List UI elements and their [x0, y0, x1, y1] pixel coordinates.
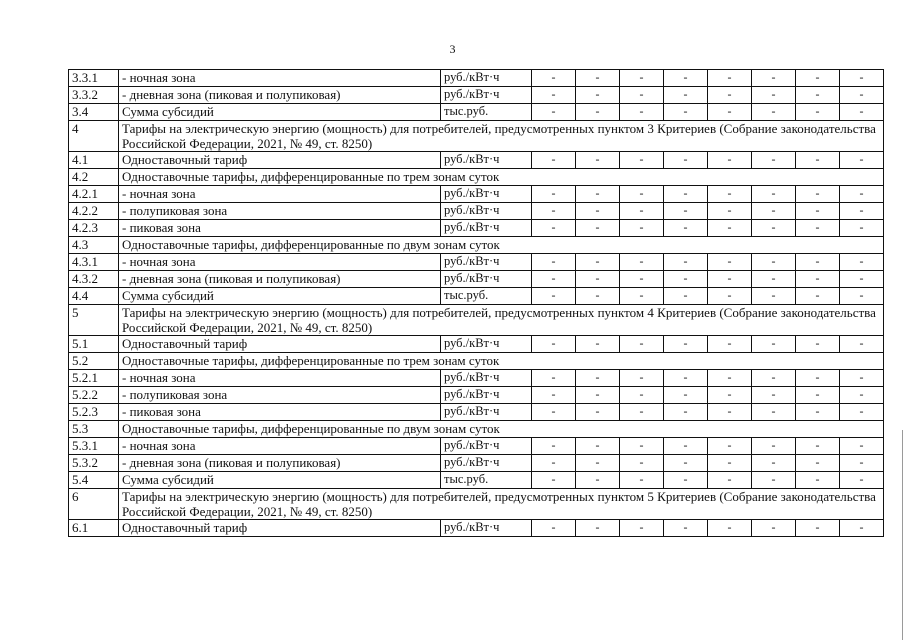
value-cell: - [840, 472, 884, 489]
section-title: Одноставочные тарифы, дифференцированные по двум зонам суток [119, 237, 884, 254]
table-row [69, 104, 884, 121]
value-cell: - [840, 254, 884, 271]
value-cell: - [576, 203, 620, 220]
unit-cell: руб./кВт·ч [441, 70, 532, 87]
row-label: - пиковая зона [119, 220, 441, 237]
row-label: - дневная зона (пиковая и полупиковая) [119, 87, 441, 104]
value-cell: - [576, 152, 620, 169]
unit-cell: тыс.руб. [441, 288, 532, 305]
value-cell: - [840, 404, 884, 421]
section-row [69, 305, 884, 336]
unit-cell: руб./кВт·ч [441, 203, 532, 220]
unit-cell: руб./кВт·ч [441, 220, 532, 237]
value-cell: - [664, 387, 708, 404]
value-cell: - [708, 472, 752, 489]
value-cell: - [840, 438, 884, 455]
unit-cell: руб./кВт·ч [441, 455, 532, 472]
row-number: 5.2.2 [69, 387, 119, 404]
value-cell: - [752, 152, 796, 169]
row-label: - полупиковая зона [119, 203, 441, 220]
row-number: 5.3 [69, 421, 119, 438]
value-cell: - [664, 220, 708, 237]
value-cell: - [576, 220, 620, 237]
row-number: 3.3.1 [69, 70, 119, 87]
section-row [69, 353, 884, 370]
value-cell: - [576, 288, 620, 305]
value-cell: - [664, 370, 708, 387]
value-cell: - [532, 370, 576, 387]
value-cell: - [796, 186, 840, 203]
row-label: - ночная зона [119, 254, 441, 271]
row-label: Сумма субсидий [119, 104, 441, 121]
value-cell: - [532, 70, 576, 87]
row-number: 4 [69, 121, 119, 152]
value-cell: - [752, 404, 796, 421]
value-cell: - [796, 472, 840, 489]
unit-cell: тыс.руб. [441, 472, 532, 489]
scan-edge-line [902, 430, 903, 640]
value-cell: - [576, 370, 620, 387]
table-row [69, 438, 884, 455]
value-cell: - [532, 186, 576, 203]
value-cell: - [752, 288, 796, 305]
table-row [69, 70, 884, 87]
value-cell: - [708, 455, 752, 472]
value-cell: - [752, 336, 796, 353]
value-cell: - [752, 254, 796, 271]
value-cell: - [708, 87, 752, 104]
value-cell: - [620, 438, 664, 455]
value-cell: - [576, 438, 620, 455]
value-cell: - [664, 438, 708, 455]
row-number: 5.1 [69, 336, 119, 353]
value-cell: - [664, 254, 708, 271]
row-label: Одноставочный тариф [119, 152, 441, 169]
value-cell: - [796, 254, 840, 271]
value-cell: - [708, 520, 752, 537]
value-cell: - [532, 152, 576, 169]
value-cell: - [664, 336, 708, 353]
value-cell: - [708, 104, 752, 121]
value-cell: - [576, 186, 620, 203]
value-cell: - [532, 288, 576, 305]
section-row [69, 421, 884, 438]
value-cell: - [576, 387, 620, 404]
value-cell: - [752, 70, 796, 87]
value-cell: - [532, 203, 576, 220]
value-cell: - [532, 104, 576, 121]
value-cell: - [620, 520, 664, 537]
value-cell: - [796, 70, 840, 87]
table-row [69, 152, 884, 169]
table-row [69, 203, 884, 220]
value-cell: - [620, 203, 664, 220]
value-cell: - [752, 520, 796, 537]
row-number: 3.3.2 [69, 87, 119, 104]
row-number: 5.3.2 [69, 455, 119, 472]
unit-cell: руб./кВт·ч [441, 336, 532, 353]
row-label: - дневная зона (пиковая и полупиковая) [119, 271, 441, 288]
value-cell: - [752, 370, 796, 387]
row-number: 5.3.1 [69, 438, 119, 455]
value-cell: - [796, 288, 840, 305]
section-title: Одноставочные тарифы, дифференцированные по двум зонам суток [119, 421, 884, 438]
unit-cell: руб./кВт·ч [441, 87, 532, 104]
table-row [69, 370, 884, 387]
value-cell: - [620, 387, 664, 404]
value-cell: - [752, 455, 796, 472]
value-cell: - [796, 152, 840, 169]
value-cell: - [840, 186, 884, 203]
value-cell: - [752, 186, 796, 203]
value-cell: - [840, 220, 884, 237]
value-cell: - [576, 70, 620, 87]
row-number: 5 [69, 305, 119, 336]
row-label: Одноставочный тариф [119, 336, 441, 353]
value-cell: - [664, 152, 708, 169]
value-cell: - [752, 87, 796, 104]
value-cell: - [576, 455, 620, 472]
value-cell: - [752, 438, 796, 455]
section-title: Тарифы на электрическую энергию (мощность) для потребителей, предусмотренных пунктом 5 Критериев (Собрание законодательства Российской Федерации, 2021, № 49, ст. 8250) [119, 489, 884, 520]
value-cell: - [664, 104, 708, 121]
value-cell: - [576, 104, 620, 121]
table-row [69, 254, 884, 271]
value-cell: - [796, 370, 840, 387]
value-cell: - [796, 455, 840, 472]
value-cell: - [664, 70, 708, 87]
value-cell: - [840, 203, 884, 220]
value-cell: - [840, 87, 884, 104]
row-number: 6.1 [69, 520, 119, 537]
value-cell: - [576, 87, 620, 104]
unit-cell: руб./кВт·ч [441, 387, 532, 404]
row-number: 4.3 [69, 237, 119, 254]
table-row [69, 87, 884, 104]
value-cell: - [796, 203, 840, 220]
value-cell: - [752, 220, 796, 237]
value-cell: - [664, 203, 708, 220]
value-cell: - [620, 271, 664, 288]
unit-cell: руб./кВт·ч [441, 186, 532, 203]
unit-cell: тыс.руб. [441, 104, 532, 121]
value-cell: - [532, 254, 576, 271]
row-number: 5.2.1 [69, 370, 119, 387]
section-row [69, 237, 884, 254]
row-number: 4.4 [69, 288, 119, 305]
row-number: 4.2 [69, 169, 119, 186]
value-cell: - [708, 271, 752, 288]
value-cell: - [752, 203, 796, 220]
value-cell: - [708, 152, 752, 169]
section-row [69, 489, 884, 520]
value-cell: - [840, 271, 884, 288]
value-cell: - [532, 520, 576, 537]
row-number: 3.4 [69, 104, 119, 121]
value-cell: - [708, 186, 752, 203]
page-number: 3 [449, 42, 456, 56]
row-number: 5.2 [69, 353, 119, 370]
table-body [69, 70, 884, 537]
value-cell: - [752, 387, 796, 404]
value-cell: - [620, 254, 664, 271]
row-number: 6 [69, 489, 119, 520]
section-row [69, 121, 884, 152]
value-cell: - [576, 254, 620, 271]
value-cell: - [796, 387, 840, 404]
value-cell: - [708, 370, 752, 387]
row-label: Сумма субсидий [119, 472, 441, 489]
row-number: 4.2.3 [69, 220, 119, 237]
value-cell: - [532, 472, 576, 489]
value-cell: - [840, 104, 884, 121]
unit-cell: руб./кВт·ч [441, 370, 532, 387]
value-cell: - [532, 271, 576, 288]
value-cell: - [796, 220, 840, 237]
section-title: Тарифы на электрическую энергию (мощность) для потребителей, предусмотренных пунктом 3 Критериев (Собрание законодательства Российской Федерации, 2021, № 49, ст. 8250) [119, 121, 884, 152]
row-label: - полупиковая зона [119, 387, 441, 404]
value-cell: - [532, 220, 576, 237]
value-cell: - [796, 87, 840, 104]
value-cell: - [840, 387, 884, 404]
value-cell: - [708, 404, 752, 421]
value-cell: - [708, 70, 752, 87]
value-cell: - [752, 271, 796, 288]
unit-cell: руб./кВт·ч [441, 438, 532, 455]
value-cell: - [840, 370, 884, 387]
value-cell: - [532, 404, 576, 421]
value-cell: - [664, 87, 708, 104]
value-cell: - [708, 220, 752, 237]
value-cell: - [620, 70, 664, 87]
value-cell: - [796, 104, 840, 121]
value-cell: - [708, 438, 752, 455]
value-cell: - [620, 87, 664, 104]
value-cell: - [840, 336, 884, 353]
value-cell: - [796, 520, 840, 537]
table-row [69, 288, 884, 305]
value-cell: - [576, 271, 620, 288]
value-cell: - [708, 387, 752, 404]
value-cell: - [620, 152, 664, 169]
unit-cell: руб./кВт·ч [441, 520, 532, 537]
value-cell: - [840, 152, 884, 169]
value-cell: - [708, 336, 752, 353]
value-cell: - [840, 520, 884, 537]
value-cell: - [576, 472, 620, 489]
table-row [69, 387, 884, 404]
value-cell: - [664, 520, 708, 537]
row-label: - ночная зона [119, 370, 441, 387]
value-cell: - [532, 87, 576, 104]
value-cell: - [576, 336, 620, 353]
row-number: 4.2.2 [69, 203, 119, 220]
row-label: Сумма субсидий [119, 288, 441, 305]
table-row [69, 455, 884, 472]
value-cell: - [752, 104, 796, 121]
value-cell: - [620, 472, 664, 489]
value-cell: - [532, 387, 576, 404]
unit-cell: руб./кВт·ч [441, 404, 532, 421]
row-label: Одноставочный тариф [119, 520, 441, 537]
table-row [69, 186, 884, 203]
value-cell: - [620, 370, 664, 387]
value-cell: - [796, 336, 840, 353]
value-cell: - [796, 271, 840, 288]
value-cell: - [796, 438, 840, 455]
value-cell: - [752, 472, 796, 489]
value-cell: - [576, 404, 620, 421]
value-cell: - [620, 288, 664, 305]
value-cell: - [620, 404, 664, 421]
row-number: 5.4 [69, 472, 119, 489]
value-cell: - [576, 520, 620, 537]
row-number: 4.3.2 [69, 271, 119, 288]
section-row [69, 169, 884, 186]
table-row [69, 336, 884, 353]
value-cell: - [532, 336, 576, 353]
row-label: - ночная зона [119, 186, 441, 203]
value-cell: - [664, 455, 708, 472]
value-cell: - [532, 438, 576, 455]
unit-cell: руб./кВт·ч [441, 271, 532, 288]
value-cell: - [664, 186, 708, 203]
tariff-table [68, 69, 884, 537]
value-cell: - [620, 220, 664, 237]
row-number: 4.1 [69, 152, 119, 169]
value-cell: - [796, 404, 840, 421]
value-cell: - [620, 104, 664, 121]
table-row [69, 220, 884, 237]
unit-cell: руб./кВт·ч [441, 254, 532, 271]
value-cell: - [708, 288, 752, 305]
table-row [69, 520, 884, 537]
table-row [69, 271, 884, 288]
row-label: - ночная зона [119, 70, 441, 87]
value-cell: - [664, 271, 708, 288]
row-number: 4.3.1 [69, 254, 119, 271]
value-cell: - [620, 336, 664, 353]
value-cell: - [840, 455, 884, 472]
section-title: Одноставочные тарифы, дифференцированные по трем зонам суток [119, 169, 884, 186]
row-label: - дневная зона (пиковая и полупиковая) [119, 455, 441, 472]
value-cell: - [532, 455, 576, 472]
unit-cell: руб./кВт·ч [441, 152, 532, 169]
value-cell: - [620, 455, 664, 472]
section-title: Тарифы на электрическую энергию (мощность) для потребителей, предусмотренных пунктом 4 Критериев (Собрание законодательства Российской Федерации, 2021, № 49, ст. 8250) [119, 305, 884, 336]
row-number: 5.2.3 [69, 404, 119, 421]
value-cell: - [664, 288, 708, 305]
row-number: 4.2.1 [69, 186, 119, 203]
section-title: Одноставочные тарифы, дифференцированные по трем зонам суток [119, 353, 884, 370]
value-cell: - [664, 404, 708, 421]
value-cell: - [708, 254, 752, 271]
value-cell: - [840, 288, 884, 305]
table-row [69, 404, 884, 421]
value-cell: - [664, 472, 708, 489]
row-label: - ночная зона [119, 438, 441, 455]
value-cell: - [708, 203, 752, 220]
value-cell: - [620, 186, 664, 203]
value-cell: - [840, 70, 884, 87]
row-label: - пиковая зона [119, 404, 441, 421]
table-row [69, 472, 884, 489]
